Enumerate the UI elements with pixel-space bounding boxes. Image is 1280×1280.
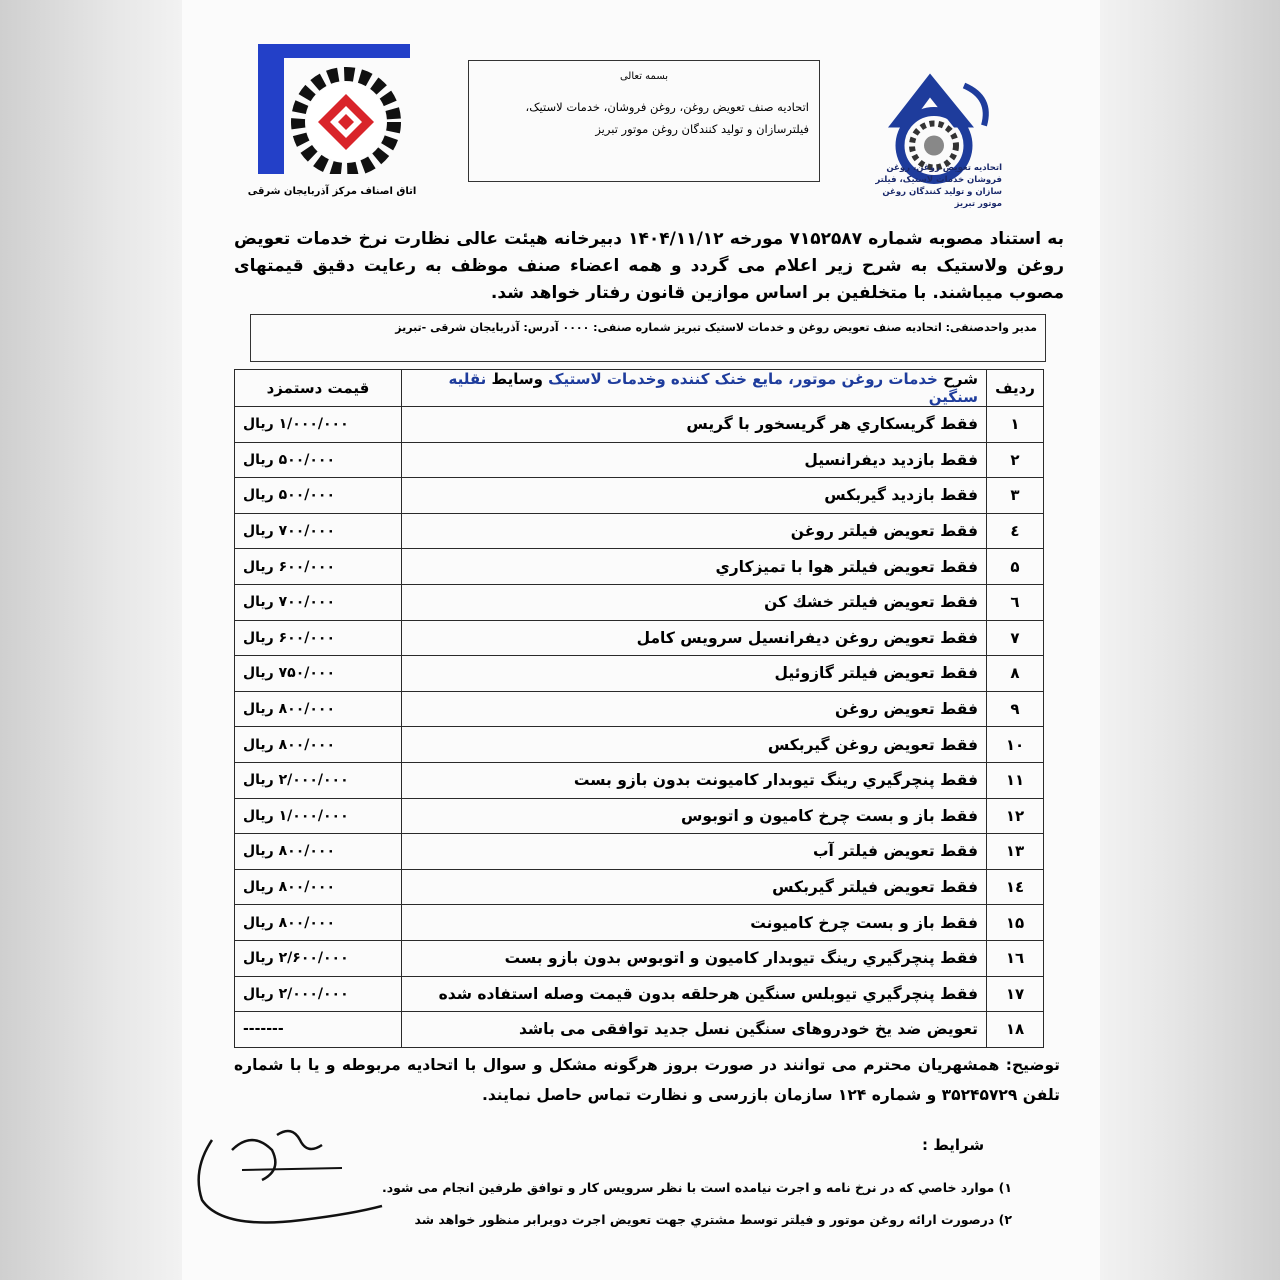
row-description: فقط تعویض روغن گیربکس <box>402 727 987 763</box>
conditions-title: شرایط : <box>922 1136 985 1154</box>
row-description: فقط پنچرگیري تیوبلس سنگین هرحلقه بدون قیمت وصله استفاده شده <box>402 976 987 1012</box>
row-number: ۱۵ <box>987 905 1044 941</box>
table-row <box>235 620 1044 656</box>
note-paragraph <box>234 1050 1060 1110</box>
row-number: ۱ <box>987 407 1044 443</box>
row-number: ۱۳ <box>987 834 1044 870</box>
row-price: ۸۰۰/۰۰۰ ریال <box>235 869 402 905</box>
document-page <box>182 0 1100 1280</box>
table-row <box>235 584 1044 620</box>
table-row <box>235 478 1044 514</box>
note-label: توضیح: <box>1005 1056 1060 1074</box>
table-row <box>235 727 1044 763</box>
intro-paragraph: به استناد مصوبه شماره ۷۱۵۲۵۸۷ مورخه ۱۴۰۴/۱۱/۱۲ دبیرخانه هیئت عالی نظارت نرخ خدمات تعویض روغن ولاستیک به شرح زیر اعلام می گردد و همه اعضاء صنف موظف به رعایت دقیق قیمتهای مصوب میباشند. با متخلفین بر اساس موازین قانون رفتار خواهد شد. <box>234 229 1064 303</box>
header-desc-prefix: شرح <box>943 370 978 388</box>
header-description <box>402 370 987 407</box>
right-blur-margin <box>1100 0 1280 1280</box>
row-description: تعویض ضد یخ خودروهای سنگین نسل جدید توافقی می باشد <box>402 1012 987 1048</box>
row-price: ۶۰۰/۰۰۰ ریال <box>235 620 402 656</box>
row-description: فقط پنچرگیري رینگ تیوبدار کامیونت بدون بازو بست <box>402 762 987 798</box>
row-price: ۸۰۰/۰۰۰ ریال <box>235 834 402 870</box>
union-title: اتحادیه صنف تعویض روغن، روغن فروشان، خدمات لاستیک، فیلترسازان و تولید کنندگان روغن موتور تبریز <box>525 100 809 136</box>
row-number: ۹ <box>987 691 1044 727</box>
row-price: ۷۵۰/۰۰۰ ریال <box>235 656 402 692</box>
row-number: ۸ <box>987 656 1044 692</box>
row-price: ۸۰۰/۰۰۰ ریال <box>235 691 402 727</box>
header-desc-blue: خدمات روغن موتور، مایع خنک کننده وخدمات لاستیک <box>548 370 938 388</box>
row-description: فقط تعویض روغن دیفرانسیل سرویس کامل <box>402 620 987 656</box>
condition-2: ۲) درصورت ارائه روغن موتور و فیلتر توسط مشتري جهت تعویض اجرت دوبرابر منظور خواهد شد <box>414 1212 1012 1227</box>
table-row <box>235 513 1044 549</box>
row-price: ۲/۰۰۰/۰۰۰ ریال <box>235 762 402 798</box>
row-description: فقط باز و بست چرخ کامیونت <box>402 905 987 941</box>
header-price: قیمت دستمزد <box>235 370 402 407</box>
table-row <box>235 905 1044 941</box>
chamber-guilds-logo-icon <box>258 44 410 174</box>
table-row <box>235 834 1044 870</box>
table-row <box>235 442 1044 478</box>
row-number: ۱۲ <box>987 798 1044 834</box>
row-number: ١٤ <box>987 869 1044 905</box>
row-number: ٦ <box>987 584 1044 620</box>
row-description: فقط تعویض فیلتر روغن <box>402 513 987 549</box>
table-header-row <box>235 370 1044 407</box>
info-box: مدیر واحدصنفی: اتحادیه صنف تعویض روغن و خدمات لاستیک تبریز شماره صنفی: ۰۰۰۰ آدرس: آذربایجان شرقی -تبریز <box>250 314 1046 362</box>
row-description: فقط تعویض فیلتر گیربکس <box>402 869 987 905</box>
row-number: ۱۰ <box>987 727 1044 763</box>
table-row <box>235 762 1044 798</box>
row-price: ۵۰۰/۰۰۰ ریال <box>235 442 402 478</box>
row-number: ۱۸ <box>987 1012 1044 1048</box>
table-row <box>235 656 1044 692</box>
note-text: همشهریان محترم می توانند در صورت بروز هرگونه مشکل و سوال با اتحادیه مربوطه و یا با شماره تلفن ۳۵۲۴۵۷۲۹ و شماره ۱۲۴ سازمان بازرسی و نظارت تماس حاصل نمایند. <box>234 1056 1060 1104</box>
row-number: ۱۱ <box>987 762 1044 798</box>
left-logo-caption: اتاق اصناف مرکز آذربایجان شرقی <box>247 186 417 197</box>
row-description: فقط تعویض فیلتر آب <box>402 834 987 870</box>
row-description: فقط تعویض روغن <box>402 691 987 727</box>
row-price: ۸۰۰/۰۰۰ ریال <box>235 905 402 941</box>
row-description: فقط باز و بست چرخ کامیون و اتوبوس <box>402 798 987 834</box>
table-row <box>235 869 1044 905</box>
table-row <box>235 549 1044 585</box>
row-price: ۷۰۰/۰۰۰ ریال <box>235 584 402 620</box>
header-box <box>468 60 820 182</box>
row-number: ۲ <box>987 442 1044 478</box>
row-number: ۵ <box>987 549 1044 585</box>
header-desc-blue2: نقلیه سنگین <box>448 370 978 406</box>
table-row <box>235 407 1044 443</box>
row-number: ۳ <box>987 478 1044 514</box>
table-row <box>235 798 1044 834</box>
row-number: ١٦ <box>987 940 1044 976</box>
row-number: ۱۷ <box>987 976 1044 1012</box>
table-row <box>235 1012 1044 1048</box>
row-price: ۶۰۰/۰۰۰ ریال <box>235 549 402 585</box>
row-description: فقط تعویض فیلتر هوا با تمیزکاري <box>402 549 987 585</box>
row-description: فقط بازدید دیفرانسیل <box>402 442 987 478</box>
row-description: فقط تعویض فیلتر گازوئیل <box>402 656 987 692</box>
row-price: ۸۰۰/۰۰۰ ریال <box>235 727 402 763</box>
table-row <box>235 940 1044 976</box>
signature-icon <box>182 1110 402 1240</box>
row-price: ۷۰۰/۰۰۰ ریال <box>235 513 402 549</box>
row-number: ۷ <box>987 620 1044 656</box>
price-table <box>234 369 1044 1048</box>
row-price: ۲/۶۰۰/۰۰۰ ریال <box>235 940 402 976</box>
row-description: فقط بازدید گیربکس <box>402 478 987 514</box>
right-logo-caption: اتحادیه تعویض روغن، روغن فروشان خدمات لاستیک، فیلتر سازان و تولید کنندگان روغن موتور تبریز <box>875 163 1002 209</box>
table-row <box>235 691 1044 727</box>
row-price: ۱/۰۰۰/۰۰۰ ریال <box>235 407 402 443</box>
row-price: ۵۰۰/۰۰۰ ریال <box>235 478 402 514</box>
row-price: ۱/۰۰۰/۰۰۰ ریال <box>235 798 402 834</box>
header-desc-mid: وسایط <box>491 370 543 388</box>
header-row-number: ردیف <box>987 370 1044 407</box>
table-body <box>235 407 1044 1048</box>
row-description: فقط گریسکاري هر گریسخور با گریس <box>402 407 987 443</box>
table-row <box>235 976 1044 1012</box>
row-description: فقط پنچرگیري رینگ تیوبدار کامیون و اتوبوس بدون بازو بست <box>402 940 987 976</box>
row-number: ٤ <box>987 513 1044 549</box>
condition-1: ۱) موارد خاصي که در نرخ نامه و اجرت نیامده است با نظر سرویس کار و توافق طرفین انجام می شود. <box>381 1180 1012 1195</box>
left-blur-margin <box>0 0 182 1280</box>
bismillah: بسمه تعالی <box>619 71 669 82</box>
row-price: ۲/۰۰۰/۰۰۰ ریال <box>235 976 402 1012</box>
row-price: ------- <box>235 1012 402 1048</box>
row-description: فقط تعویض فیلتر خشك کن <box>402 584 987 620</box>
